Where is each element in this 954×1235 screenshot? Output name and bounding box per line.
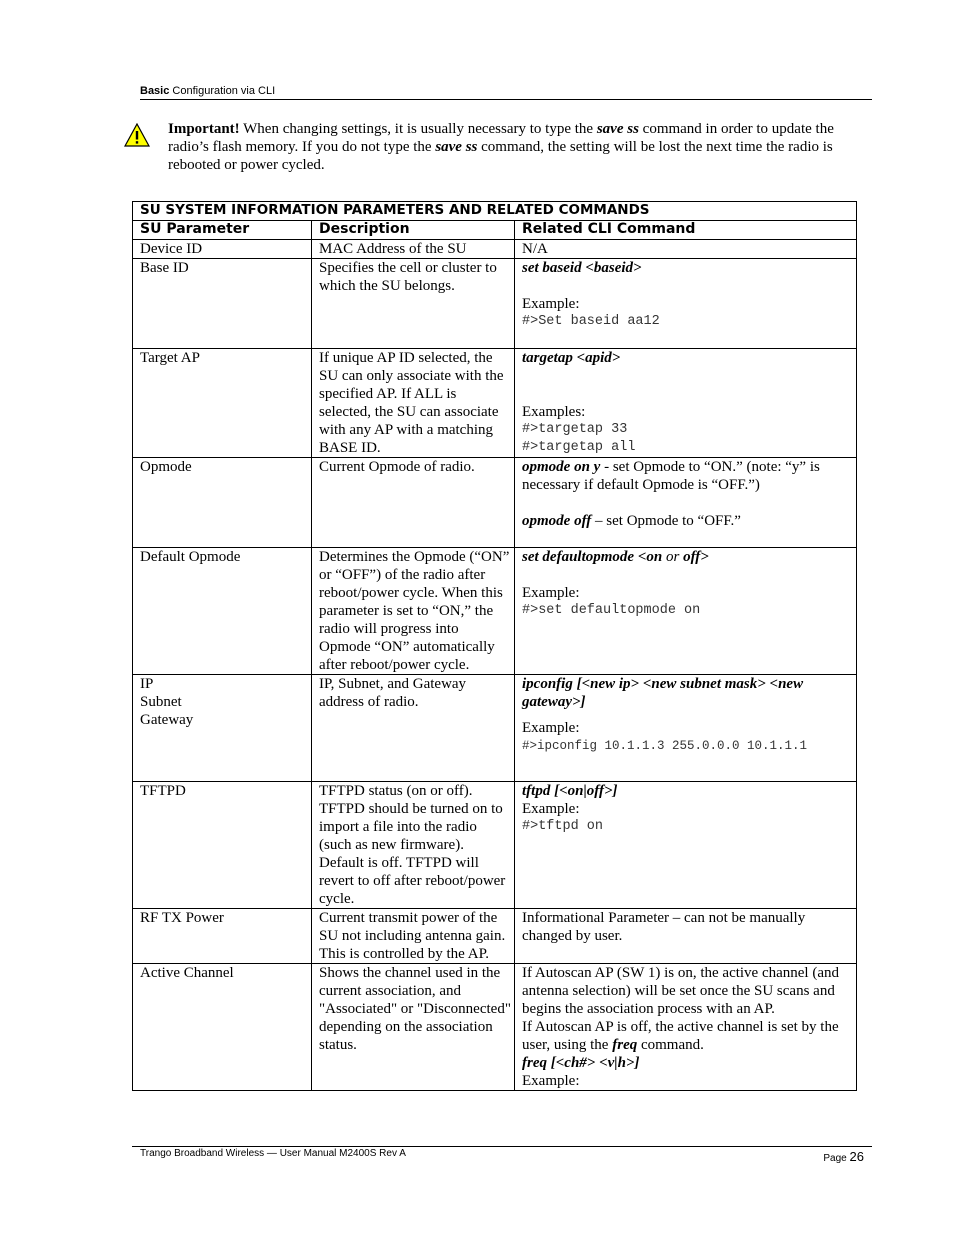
desc-cell: IP, Subnet, and Gateway address of radio. — [312, 675, 515, 782]
cmd-cell — [515, 964, 857, 1091]
param-cell: Active Channel — [133, 964, 312, 1091]
desc-cell: Current Opmode of radio. — [312, 458, 515, 548]
page-footer — [132, 1146, 872, 1164]
cli-command-part: off> — [679, 549, 709, 565]
important-text-3: command, the setting will be lost the next time the radio is rebooted or power cycled. — [168, 139, 833, 173]
cmd-cell — [515, 259, 857, 349]
desc-cell: MAC Address of the SU — [312, 240, 515, 259]
table-header-row — [133, 221, 857, 240]
cmd-cell: Informational Parameter – can not be manually changed by user. — [515, 909, 857, 964]
header-su-parameter: SU Parameter — [133, 221, 312, 240]
table-row-target-ap — [133, 349, 857, 458]
table-row-base-id — [133, 259, 857, 349]
example-code: #>targetap all — [522, 440, 636, 455]
table-row-ip — [133, 675, 857, 782]
desc-cell: Shows the channel used in the current association, and "Associated" or "Disconnected" depending on the association status. — [312, 964, 515, 1091]
opmode-on-line — [522, 458, 853, 494]
cmd-cell — [515, 548, 857, 675]
param-gateway: Gateway — [140, 712, 194, 728]
param-cell: Target AP — [133, 349, 312, 458]
table-row-active-channel — [133, 964, 857, 1091]
cli-command: tftpd [<on|off>] — [522, 783, 618, 799]
cmd-note: - set Opmode to “ON.” (note: “y” is necessary if default Opmode is “OFF.”) — [522, 459, 820, 493]
cmd-note: – set Opmode to “OFF.” — [591, 513, 741, 529]
table-row-default-opmode — [133, 548, 857, 675]
desc-cell: TFTPD status (on or off). TFTPD should be turned on to import a file into the radio (such as new firmware). Default is off. TFTPD will revert to off after reboot/power cycle. — [312, 782, 515, 909]
param-cell: Base ID — [133, 259, 312, 349]
cli-command-or: or — [665, 549, 680, 565]
opmode-off-line — [522, 512, 853, 530]
footer-manual-title: Trango Broadband Wireless — User Manual M2400S Rev A — [140, 1148, 406, 1159]
save-ss-cmd-1: save ss — [596, 121, 639, 137]
param-cell: TFTPD — [133, 782, 312, 909]
desc-cell: Current transmit power of the SU not including antenna gain. This is controlled by the AP. — [312, 909, 515, 964]
page-number — [823, 1150, 864, 1166]
cli-command-part: set defaultopmode <on — [522, 549, 666, 565]
table-title-row — [133, 202, 857, 221]
example-label: Example: — [522, 720, 580, 736]
su-parameters-table — [132, 201, 857, 1091]
cmd-cell — [515, 675, 857, 782]
autoscan-off-text — [522, 1018, 853, 1054]
header-description: Description — [312, 221, 515, 240]
autoscan-on-text: If Autoscan AP (SW 1) is on, the active channel (and antenna selection) will be set once the SU scans and begins the association process with an AP. — [522, 965, 840, 1017]
example-code: #>set defaultopmode on — [522, 603, 701, 618]
desc-cell: Determines the Opmode (“ON” or “OFF”) of the radio after reboot/power cycle. When this parameter is set to “ON,” the radio will progress into Opmode “ON” automatically after reboot/power cycle. — [312, 548, 515, 675]
header-related-cli-command: Related CLI Command — [515, 221, 857, 240]
page-header — [140, 84, 872, 100]
important-text-2: command in order to update the radio’s flash memory. If you do not type the — [168, 121, 834, 155]
param-cell — [133, 675, 312, 782]
cli-command: set baseid <baseid> — [522, 260, 642, 276]
autoscan-off-text-1: If Autoscan AP is off, the active channel is set by the user, using the — [522, 1019, 839, 1053]
cli-command: ipconfig [<new ip> <new subnet mask> <new gateway>] — [522, 676, 804, 710]
table-row-device-id — [133, 240, 857, 259]
cmd-cell — [515, 458, 857, 548]
cli-command: freq [<ch#> <v|h>] — [522, 1055, 640, 1071]
table-row-rf-tx-power — [133, 909, 857, 964]
example-code: #>tftpd on — [522, 819, 604, 834]
cli-command: opmode off — [522, 513, 592, 529]
cmd-cell — [515, 349, 857, 458]
table-row-opmode — [133, 458, 857, 548]
param-cell: Device ID — [133, 240, 312, 259]
param-cell: RF TX Power — [133, 909, 312, 964]
warning-triangle-icon — [124, 123, 150, 147]
example-label: Example: — [522, 585, 580, 601]
autoscan-off-text-2: command. — [637, 1037, 704, 1053]
example-label: Examples: — [522, 404, 586, 420]
example-label: Example: — [522, 801, 580, 817]
example-code: #>Set baseid aa12 — [522, 314, 660, 329]
page-num: 26 — [849, 1149, 864, 1164]
param-ip: IP — [140, 676, 154, 692]
param-subnet: Subnet — [140, 694, 182, 710]
cli-command: targetap <apid> — [522, 350, 621, 366]
desc-cell: If unique AP ID selected, the SU can only associate with the specified AP. If ALL is selected, the SU can associate with any AP with a matching BASE ID. — [312, 349, 515, 458]
cmd-cell: N/A — [515, 240, 857, 259]
cli-command: opmode on y — [522, 459, 601, 475]
table-row-tftpd — [133, 782, 857, 909]
param-cell: Default Opmode — [133, 548, 312, 675]
page-label: Page — [823, 1153, 850, 1164]
table-title: SU SYSTEM INFORMATION PARAMETERS AND RELATED COMMANDS — [133, 202, 857, 221]
important-text-1: When changing settings, it is usually necessary to type the — [239, 121, 597, 137]
save-ss-cmd-2: save ss — [435, 139, 478, 155]
important-text — [168, 120, 850, 174]
example-label: Example: — [522, 296, 580, 312]
example-code: #>targetap 33 — [522, 422, 628, 437]
desc-cell: Specifies the cell or cluster to which the SU belongs. — [312, 259, 515, 349]
cli-command — [522, 548, 853, 566]
freq-inline-cmd: freq — [612, 1037, 638, 1053]
cmd-cell — [515, 782, 857, 909]
important-label: Important! — [168, 121, 240, 137]
example-label: Example: — [522, 1073, 580, 1089]
param-cell: Opmode — [133, 458, 312, 548]
header-text: Configuration via CLI — [169, 85, 276, 97]
example-code: #>ipconfig 10.1.1.3 255.0.0.0 10.1.1.1 — [522, 739, 808, 753]
header-bold: Basic — [140, 85, 170, 97]
